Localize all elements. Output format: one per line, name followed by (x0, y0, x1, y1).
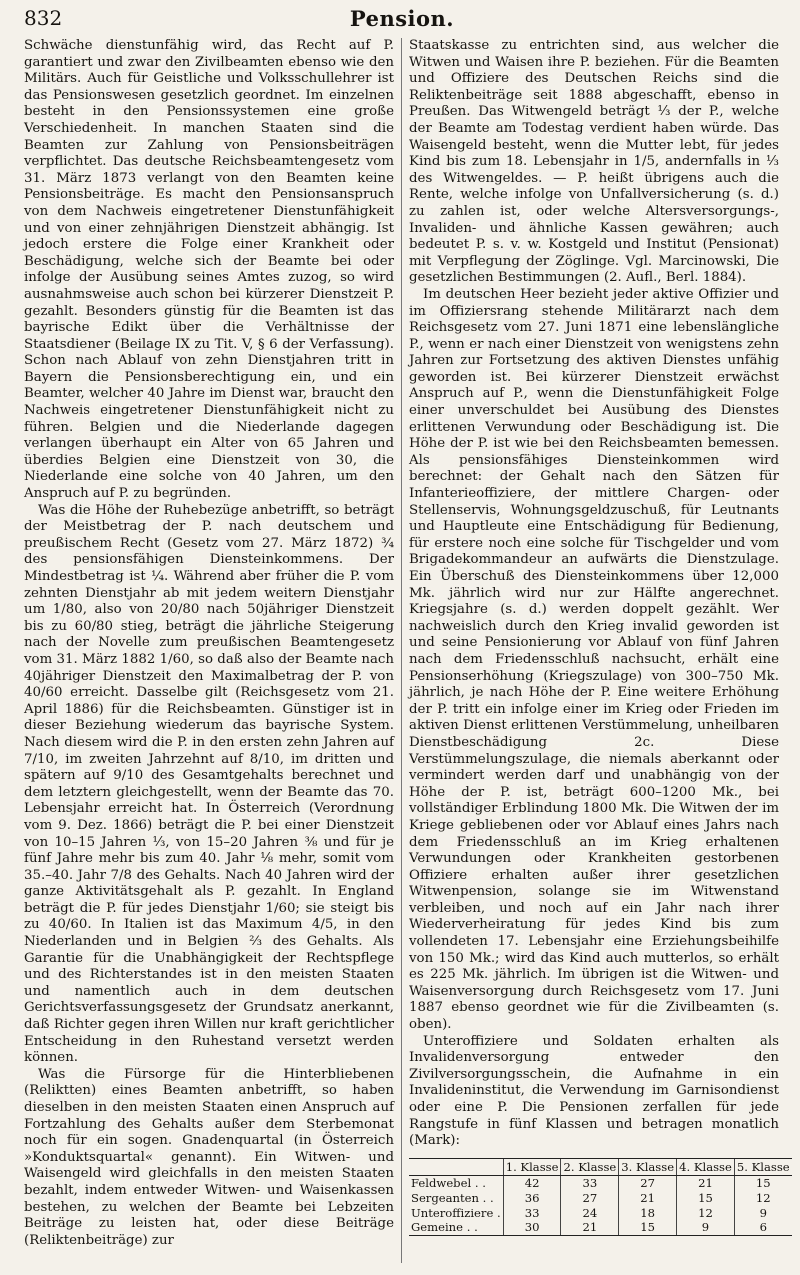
left-column (24, 38, 394, 1270)
rank-cell: Gemeine . . (409, 1220, 503, 1235)
value-cell: 27 (619, 1176, 677, 1191)
table-row (409, 1191, 792, 1206)
running-title: Pension. (349, 6, 455, 31)
value-cell: 9 (734, 1206, 791, 1221)
value-cell: 24 (561, 1206, 619, 1221)
rank-cell: Unteroffiziere . (411, 1205, 501, 1220)
page-header (24, 6, 780, 32)
paragraph-left-2: Was die Höhe der Ruhebezüge anbetrifft, so beträgt der Meistbetrag der P. nach deutschem und preußischem Recht (Gesetz vom 27. März 1872) ¾ des pensionsfähigen Diensteinkommens. Der Mindestbetrag ist ¼. Während aber früher die P. vom zehnten Dienstjahr ab mit jedem weitern Dienstjahr um 1/80, also von 20/80 nach 50jähriger Dienstzeit bis zu 60/80 stieg, beträgt die jährliche Steigerung nach der Novelle zum preußischen Beamtengesetz vom 31. März 1882 1/60, so daß also der Beamte nach 40jähriger Dienstzeit den Maximalbetrag der P. von 40/60 erreicht. Dasselbe gilt (Reichsgesetz vom 21. April 1886) für die Reichsbeamten. Günstiger ist in dieser Beziehung wiederum das bayrische System. Nach diesem wird die P. in den ersten zehn Jahren auf 7/10, im zweiten Jahrzehnt auf 8/10, im dritten und spätern auf 9/10 des Gesamtgehalts berechnet und dem letztern gleichgestellt, wenn der Beamte das 70. Lebensjahr erreicht hat. In Österreich (Verordnung vom 9. Dez. 1866) beträgt die P. bei einer Dienstzeit von 10–15 Jahren ⅓, von 15–20 Jahren ⅜ und für je fünf Jahre mehr bis zum 40. Jahr ⅛ mehr, somit vom 35.–40. Jahr 7/8 des Gehalts. Nach 40 Jahren wird der ganze Aktivitätsgehalt als P. gezahlt. In England beträgt die P. für jedes Dienstjahr 1/60; sie steigt bis zu 40/60. In Italien ist das Maximum 4/5, in den Niederlanden und in Belgien ⅔ des Gehalts. Als Garantie für die Unabhängigkeit der Rechtspflege und des Richterstandes ist in den meisten Staaten und namentlich auch in dem deutschen Gerichtsverfassungsgesetz der Grundsatz anerkannt, daß Richter gegen ihren Willen nur kraft gerichtlicher Entscheidung in den Ruhestand versetzt werden können. (24, 502, 394, 1066)
value-cell: 15 (677, 1191, 735, 1206)
table-corner (409, 1158, 503, 1176)
value-cell: 27 (561, 1191, 619, 1206)
value-cell: 15 (734, 1176, 791, 1191)
column-header: 1. Klasse (503, 1158, 561, 1176)
value-cell: 33 (561, 1176, 619, 1191)
paragraph-left-1: Schwäche dienstunfähig wird, das Recht auf P. garantiert und zwar den Zivilbeamten ebenso wie den Militärs. Auch für Geistliche und Volksschullehrer ist das Pensionswesen gesetzlich geordnet. Im einzelnen besteht in den Pensionssystemen eine große Verschiedenheit. In manchen Staaten sind die Beamten zur Zahlung von Pensionsbeiträgen verpflichtet. Das deutsche Reichsbeamtengesetz vom 31. März 1873 verlangt von den Beamten keine Pensionsbeiträge. Es macht den Pensionsanspruch von dem Nachweis eingetretener Dienstunfähigkeit und von einer zehnjährigen Dienstzeit abhängig. Ist jedoch erstere die Folge einer Krankheit oder Beschädigung, welche sich der Beamte bei oder infolge der Ausübung seines Amtes zuzog, so wird ausnahmsweise auch schon bei kürzerer Dienstzeit P. gezahlt. Besonders günstig für die Beamten ist das bayrische Edikt über die Verhältnisse der Staatsdiener (Beilage IX zu Tit. V, § 6 der Verfassung). Schon nach Ablauf von zehn Dienstjahren tritt in Bayern die Pensionsberechtigung ein, und ein Beamter, welcher 40 Jahre im Dienst war, braucht den Nachweis eingetretener Dienstunfähigkeit nicht zu führen. Belgien und die Niederlande dagegen verlangen überhaupt ein Alter von 65 Jahren und überdies Belgien eine Dienstzeit von 30, die Niederlande eine solche von 40 Jahren, um den Anspruch auf P. zu begründen. (24, 38, 394, 502)
value-cell: 6 (734, 1220, 791, 1235)
paragraph-right-3: Unteroffiziere und Soldaten erhalten als Invalidenversorgung entweder den Zivilversorgungsschein, die Aufnahme in ein Invalideninstitut, die Verwendung im Garnisondienst oder eine P. Die Pensionen zerfallen für jede Rangstufe in fünf Klassen und betragen monatlich (Mark): (409, 1033, 779, 1149)
column-header: 5. Klasse (734, 1158, 791, 1176)
table-row (409, 1176, 792, 1191)
value-cell: 15 (619, 1220, 677, 1235)
table-header-row (409, 1158, 792, 1176)
page-number: 832 (24, 6, 63, 30)
column-header: 2. Klasse (561, 1158, 619, 1176)
value-cell: 21 (619, 1191, 677, 1206)
paragraph-left-3: Was die Fürsorge für die Hinterbliebenen (Reliktten) eines Beamten anbetrifft, so haben dieselben in den meisten Staaten einen Anspruch auf Fortzahlung des Gehalts außer dem Sterbemonat noch für ein sogen. Gnadenquartal (in Österreich »Konduktsquartal« genannt). Ein Witwen- und Waisengeld wird gleichfalls in den meisten Staaten bezahlt, indem entweder Witwen- und Waisenkassen bestehen, zu welchen der Beamte bei Lebzeiten Beiträge zu leisten hat, oder diese Beiträge (Reliktenbeiträge) zur (24, 1066, 394, 1248)
value-cell: 30 (503, 1220, 561, 1235)
value-cell: 12 (677, 1206, 735, 1221)
rank-cell: Sergeanten . . (411, 1190, 494, 1205)
right-column (409, 38, 790, 1270)
value-cell: 12 (734, 1191, 791, 1206)
rank-cell: Feldwebel . . (411, 1176, 486, 1191)
table-row (409, 1220, 792, 1235)
column-header: 4. Klasse (677, 1158, 735, 1176)
paragraph-right-1: Staatskasse zu entrichten sind, aus welcher die Witwen und Waisen ihre P. beziehen. Für die Beamten und Offiziere des Deutschen Reichs sind die Reliktenbeiträge seit 1888 abgeschafft, ebenso in Preußen. Das Witwengeld beträgt ⅓ der P., welche der Beamte am Todestag verdient haben würde. Das Waisengeld besteht, wenn die Mutter lebt, für jedes Kind bis zum 18. Lebensjahr in 1/5, andernfalls in ⅓ des Witwengeldes. — P. heißt übrigens auch die Rente, welche infolge von Unfallversicherung (s. d.) zu zahlen ist, oder welche Altersversorgungs-, Invaliden- und ähnliche Kassen gewähren; auch bedeutet P. s. v. w. Kostgeld und Institut (Pensionat) mit Verpflegung der Zöglinge. Vgl. Marcinowski, Die gesetzlichen Bestimmungen (2. Aufl., Berl. 1884). (409, 38, 779, 286)
value-cell: 18 (619, 1206, 677, 1221)
pension-table (409, 1158, 792, 1236)
table-row (409, 1206, 792, 1221)
value-cell: 42 (503, 1176, 561, 1191)
value-cell: 33 (503, 1206, 561, 1221)
value-cell: 21 (561, 1220, 619, 1235)
value-cell: 9 (677, 1220, 735, 1235)
paragraph-right-2: Im deutschen Heer bezieht jeder aktive Offizier und im Offiziersrang stehende Militärarzt nach dem Reichsgesetz vom 27. Juni 1871 eine lebenslängliche P., wenn er nach einer Dienstzeit von wenigstens zehn Jahren zur Fortsetzung des aktiven Dienstes unfähig geworden ist. Bei kürzerer Dienstzeit erwächst Anspruch auf P., wenn die Dienstunfähigkeit Folge einer unverschuldet bei Ausübung des Dienstes erlittenen Verwundung oder Beschädigung ist. Die Höhe der P. ist wie bei den Reichsbeamten bemessen. Als pensionsfähiges Diensteinkommen wird berechnet: der Gehalt nach den Sätzen für Infanterieoffiziere, der mittlere Chargen- oder Stellenservis, Wohnungsgeldzuschuß, für Leutnants und Hauptleute eine Entschädigung für Bedienung, für erstere noch eine solche für Tischgelder und vom Brigadekommandeur an aufwärts die Dienstzulage. Ein Überschuß des Diensteinkommens über 12,000 Mk. jährlich wird nur zur Hälfte angerechnet. Kriegsjahre (s. d.) werden doppelt gezählt. Wer nachweislich durch den Krieg invalid geworden ist und seine Pensionierung vor Ablauf von fünf Jahren nach dem Friedensschluß nachsucht, erhält eine Pensionserhöhung (Kriegszulage) von 300–750 Mk. jährlich, je nach Höhe der P. Eine weitere Erhöhung der P. tritt ein infolge einer im Krieg oder Frieden im aktiven Dienst erlittenen Verstümmelung, unheilbaren Dienstbeschädigung 2c. Diese Verstümmelungszulage, die niemals aberkannt oder vermindert werden darf und unabhängig von der Höhe der P. ist, beträgt 600–1200 Mk., bei vollständiger Erblindung 1800 Mk. Die Witwen der im Kriege gebliebenen oder vor Ablauf eines Jahrs nach dem Friedensschluß an im Krieg erhaltenen Verwundungen oder Krankheiten gestorbenen Offiziere erhalten außer ihrer gesetzlichen Witwenpension, solange sie im Witwenstand verbleiben, und noch auf ein Jahr nach ihrer Wiederverheiratung für jedes Kind bis zum vollendeten 17. Lebensjahr eine Erziehungsbeihilfe von 150 Mk.; wird das Kind auch mutterlos, so erhält es 225 Mk. jährlich. Im übrigen ist die Witwen- und Waisenversorgung durch Reichsgesetz vom 17. Juni 1887 ebenso geordnet wie für die Zivilbeamten (s. oben). (409, 286, 779, 1033)
value-cell: 36 (503, 1191, 561, 1206)
column-divider (401, 38, 402, 1263)
column-header: 3. Klasse (619, 1158, 677, 1176)
value-cell: 21 (677, 1176, 735, 1191)
